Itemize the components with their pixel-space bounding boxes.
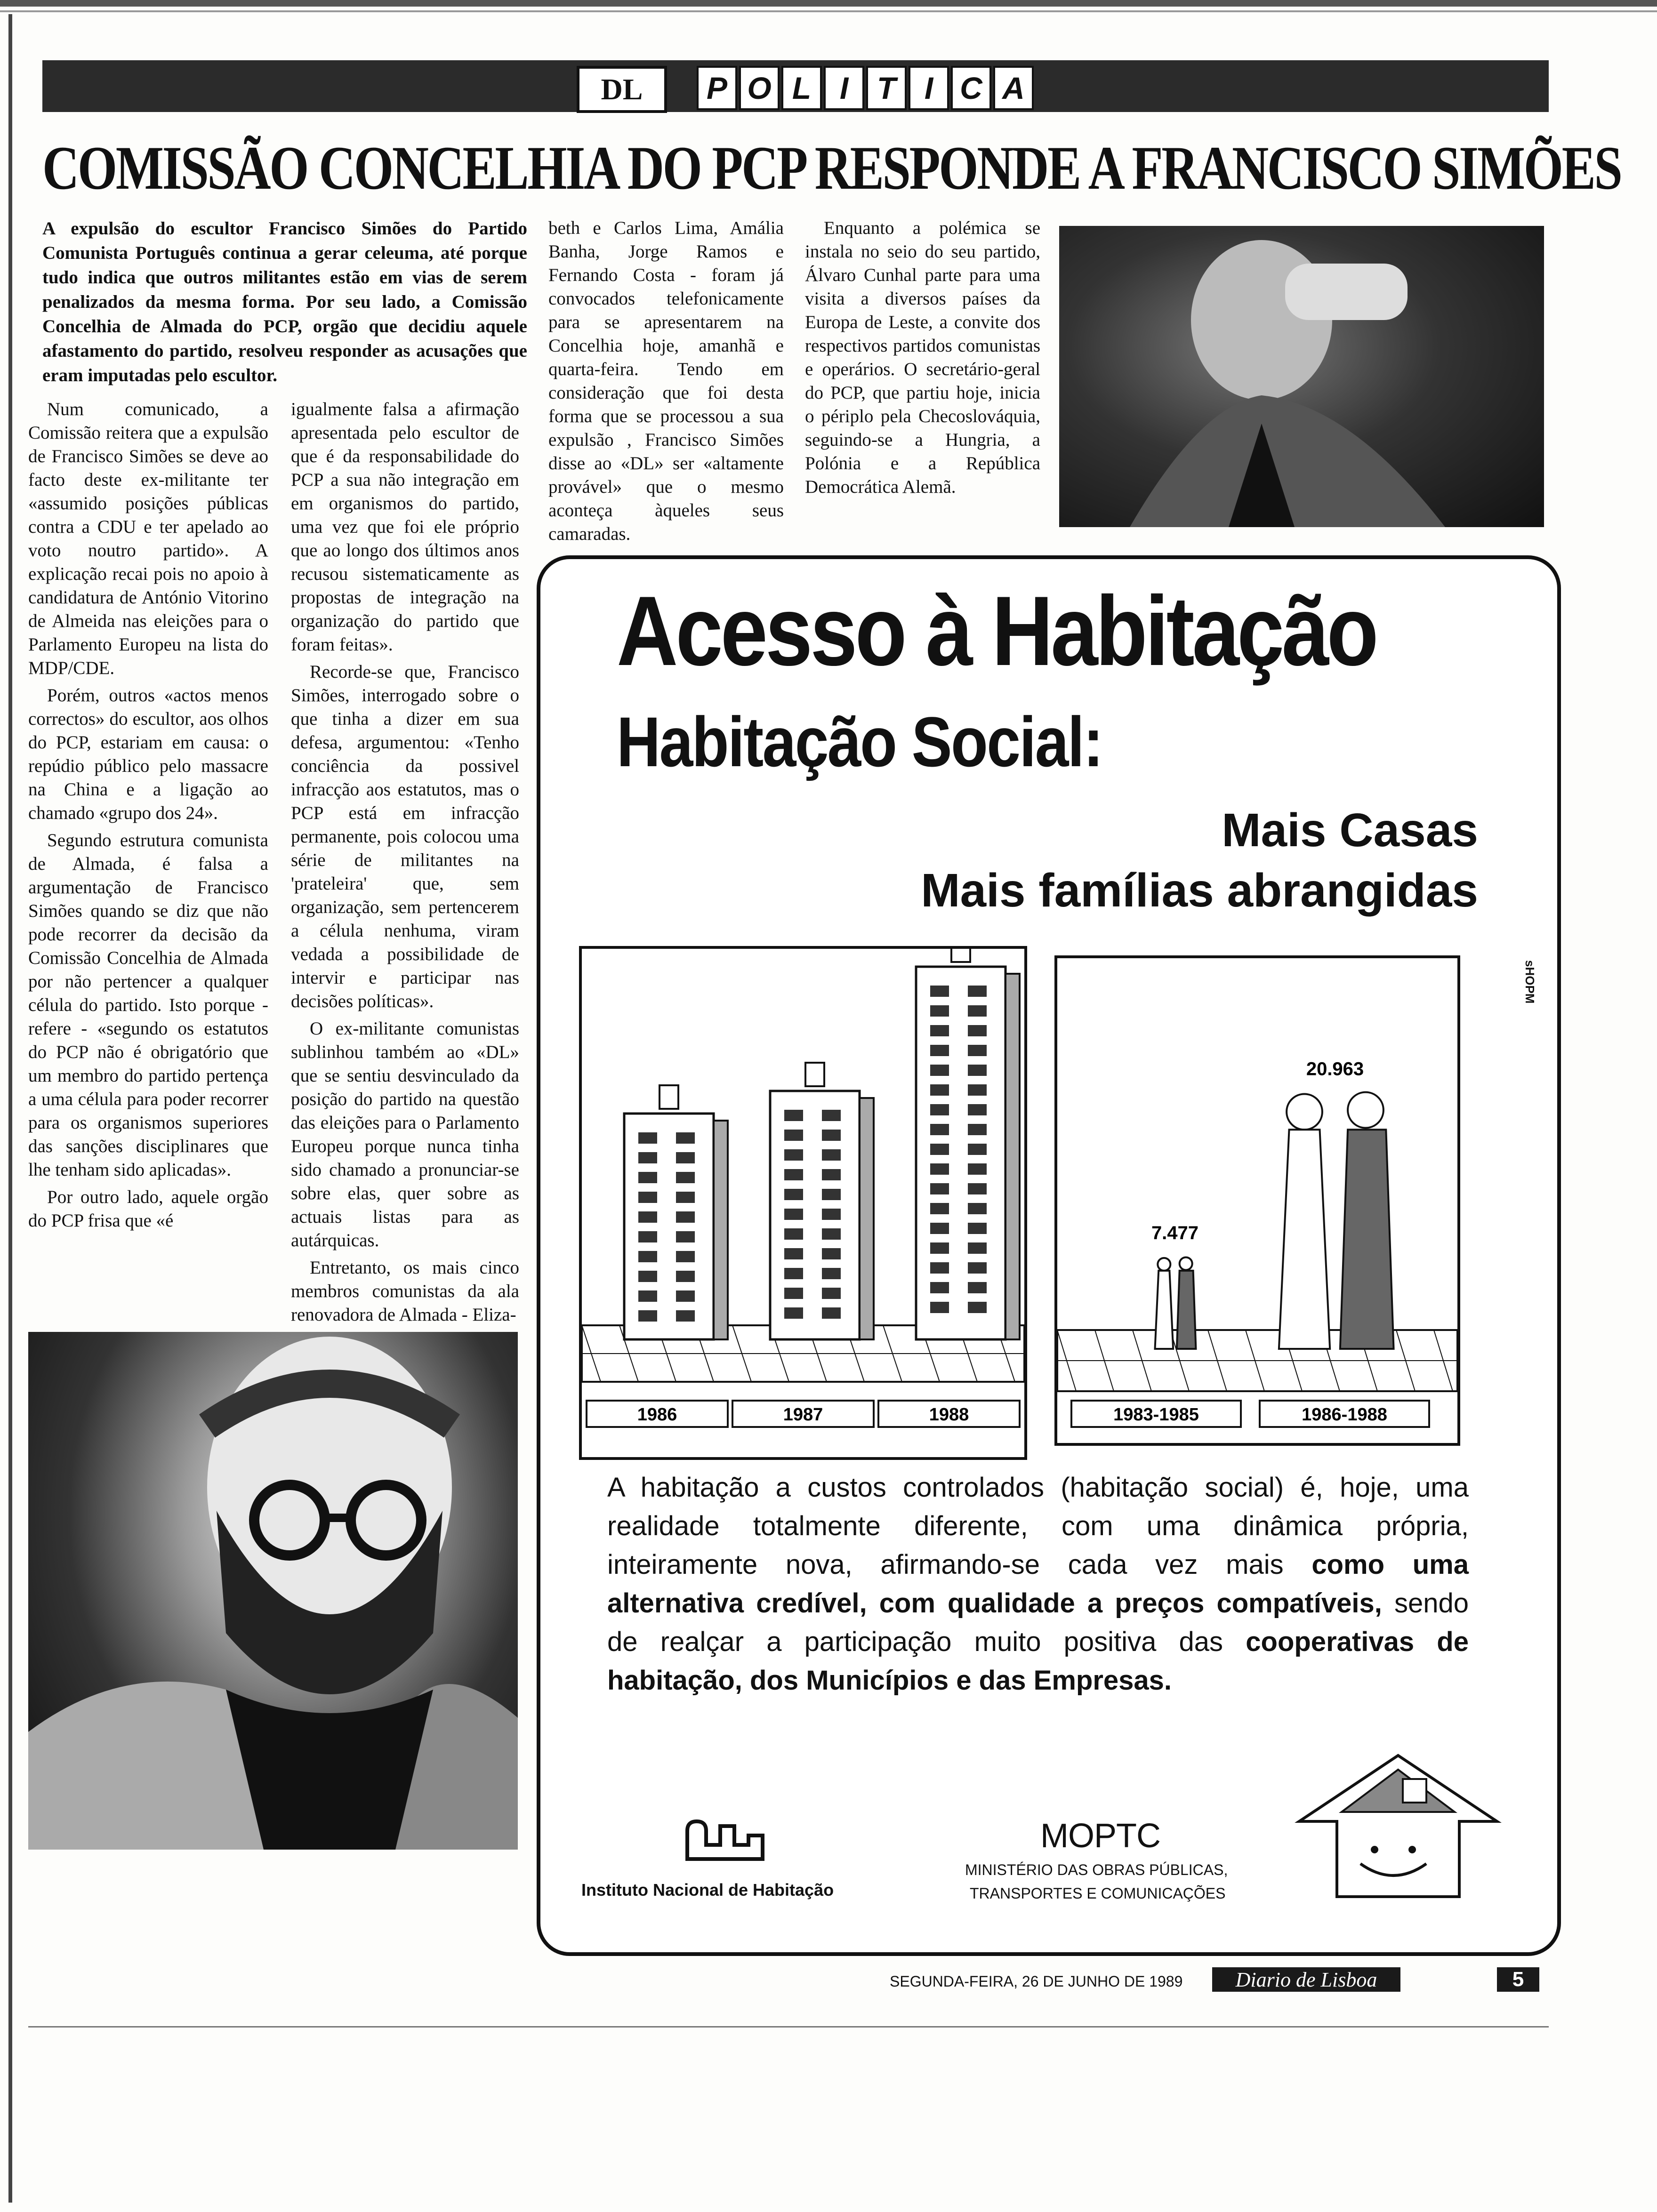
window bbox=[676, 1192, 695, 1203]
ad-body-text bbox=[607, 1468, 1469, 1700]
agency-mark: sHOPM bbox=[1523, 960, 1537, 1004]
category-label: 1987 bbox=[783, 1405, 823, 1425]
window bbox=[784, 1149, 803, 1161]
building-side bbox=[860, 1098, 874, 1339]
top-rule bbox=[0, 0, 1657, 7]
building-face bbox=[770, 1091, 860, 1339]
paragraph: Segundo estrutura comunista de Almada, é falsa a argumentação de Francisco Simões quando se diz que não pode recorrer da decisão da Comissão Concelhia de Almada por não pertencer a qualquer célula do partido. Isto porque - refere - «segundo os estatutos do PCP não é obrigatório que um membro do partido pertença a uma célula para poder recorrer para os organismos superiores das sanções disciplinares que lhe tenham sido aplicadas». bbox=[28, 830, 268, 1180]
window bbox=[968, 1104, 987, 1115]
section-letter: O bbox=[739, 66, 780, 110]
window bbox=[822, 1189, 841, 1200]
window bbox=[676, 1310, 695, 1322]
window bbox=[930, 1163, 949, 1175]
window bbox=[968, 1183, 987, 1194]
section-letter: A bbox=[993, 66, 1034, 110]
article-column-4 bbox=[805, 216, 1040, 503]
window bbox=[968, 1242, 987, 1254]
building-face bbox=[624, 1114, 714, 1339]
window bbox=[638, 1132, 657, 1144]
window bbox=[930, 1104, 949, 1115]
value-label: 20.963 bbox=[1306, 1058, 1364, 1080]
window bbox=[968, 1203, 987, 1214]
section-letter: L bbox=[781, 66, 822, 110]
window bbox=[930, 1144, 949, 1155]
person-body bbox=[1279, 1130, 1330, 1349]
page-number: 5 bbox=[1497, 1967, 1539, 1992]
window bbox=[784, 1228, 803, 1240]
paragraph: Porém, outros «actos menos correctos» do escultor, aos olhos do PCP, estariam em causa: o repúdio público pelo massacre na China e a ligação ao chamado «grupo dos 24». bbox=[28, 685, 268, 823]
article-column-1 bbox=[28, 398, 268, 1236]
window bbox=[638, 1152, 657, 1163]
section-label bbox=[697, 66, 1036, 107]
window bbox=[822, 1268, 841, 1279]
ministry-line-2: TRANSPORTES E COMUNICAÇÕES bbox=[970, 1885, 1226, 1902]
window bbox=[930, 1223, 949, 1234]
window bbox=[930, 986, 949, 997]
window bbox=[930, 1124, 949, 1135]
footer-date: SEGUNDA-FEIRA, 26 DE JUNHO DE 1989 bbox=[890, 1973, 1183, 1990]
window bbox=[784, 1169, 803, 1180]
photo-man-hand-on-face bbox=[1059, 226, 1544, 527]
person-body bbox=[1155, 1271, 1174, 1349]
inh-name: Instituto Nacional de Habitação bbox=[581, 1880, 834, 1899]
window bbox=[930, 1084, 949, 1096]
paragraph: Enquanto a polémica se instala no seio do seu partido, Álvaro Cunhal parte para uma visita a diversos países da Europa de Leste, a convite dos respectivos partidos comunistas e operários. O secretário-geral do PCP, que partiu hoje, inicia o périplo pela Checoslováquia, seguindo-se a Hungria, a Polónia e a República Democrática Alemã. bbox=[805, 218, 1040, 497]
building-bar bbox=[916, 949, 1020, 1339]
window bbox=[968, 1282, 987, 1293]
paper-logo: DL bbox=[577, 66, 667, 113]
section-letter: T bbox=[866, 66, 907, 110]
window bbox=[784, 1268, 803, 1279]
window bbox=[784, 1248, 803, 1259]
window bbox=[968, 1223, 987, 1234]
paragraph: Entretanto, os mais cinco membros comunistas da ala renovadora de Almada - Eliza- bbox=[291, 1258, 519, 1325]
window bbox=[784, 1209, 803, 1220]
paragraph: Por outro lado, aquele orgão do PCP frisa que «é bbox=[28, 1187, 268, 1231]
house-icon bbox=[1290, 1746, 1506, 1901]
window bbox=[784, 1110, 803, 1121]
ministry-abbr: MOPTC bbox=[1040, 1817, 1160, 1855]
window bbox=[930, 1282, 949, 1293]
building-face bbox=[916, 967, 1005, 1339]
value-label: 7.477 bbox=[1151, 1222, 1199, 1243]
ad-body-part-bold: como uma alternativa credível, com qualidade a preços compatíveis, bbox=[607, 1549, 1469, 1619]
ministry-line-1: MINISTÉRIO DAS OBRAS PÚBLICAS, bbox=[965, 1861, 1228, 1878]
article-lead: A expulsão do escultor Francisco Simões do Partido Comunista Português continua a gerar celeuma, até porque tudo indica que outros militantes estão em vias de serem penalizados da mesma forma. Por seu lado, a Comissão Concelhia de Almada do PCP, orgão que decidiu aquele afastamento do partido, resolveu responder as acusações que eram imputadas pelo escultor. bbox=[42, 218, 527, 385]
window bbox=[638, 1271, 657, 1282]
window bbox=[968, 1005, 987, 1017]
window bbox=[930, 1025, 949, 1036]
ad-body-part: A habitação a custos controlados (habitação social) é, hoje, uma realidade totalmente diferente, com uma dinâmica própria, inteiramente nova, afirmando-se cada vez mais bbox=[607, 1472, 1469, 1580]
paragraph: Recorde-se que, Francisco Simões, interrogado sobre o que tinha a dizer em sua defesa, argumentou: «Tenho conciência da possivel infracção aos estatutos, mas o PCP está em infracção permanente, pois colocou uma série de militantes na 'prateleira' que, sem organização, sem pertencerem a célula nenhuma, viram vedada a possibilidade de intervir e participar nas decisões políticas». bbox=[291, 662, 519, 1011]
chart-buildings-svg bbox=[582, 949, 1024, 1457]
window bbox=[968, 1084, 987, 1096]
person-head bbox=[1287, 1094, 1322, 1130]
chart-buildings bbox=[579, 946, 1027, 1460]
window bbox=[822, 1209, 841, 1220]
category-label: 1988 bbox=[929, 1405, 969, 1425]
category-label: 1983-1985 bbox=[1113, 1405, 1199, 1425]
window bbox=[968, 1124, 987, 1135]
building-bar bbox=[624, 1085, 728, 1339]
person-body bbox=[1177, 1271, 1196, 1349]
window bbox=[676, 1231, 695, 1242]
paragraph: Num comunicado, a Comissão reitera que a expulsão de Francisco Simões se deve ao facto deste ex-militante ter «assumido posições públicas contra a CDU e ter apelado ao voto noutro partido». A explicação recai pois no apoio à candidatura de António Vitorino de Almeida nas eleições para o Parlamento Europeu na lista do MDP/CDE. bbox=[28, 399, 268, 678]
window bbox=[784, 1288, 803, 1299]
window bbox=[930, 1005, 949, 1017]
person-head bbox=[1180, 1257, 1192, 1270]
ad-taglines bbox=[894, 800, 1478, 921]
window bbox=[968, 986, 987, 997]
window bbox=[638, 1172, 657, 1183]
chart-families bbox=[1054, 955, 1460, 1446]
building-tower bbox=[805, 1063, 824, 1086]
window bbox=[968, 1045, 987, 1056]
section-letter: I bbox=[909, 66, 949, 110]
window bbox=[784, 1130, 803, 1141]
window bbox=[822, 1288, 841, 1299]
top-rule-thin bbox=[0, 10, 1657, 12]
ad-body-part: sendo de realçar a participação muito positiva das bbox=[607, 1588, 1469, 1657]
section-letter: C bbox=[951, 66, 991, 110]
window bbox=[968, 1262, 987, 1274]
window bbox=[784, 1189, 803, 1200]
section-letter: I bbox=[824, 66, 864, 110]
window bbox=[822, 1248, 841, 1259]
window bbox=[638, 1310, 657, 1322]
paragraph: beth e Carlos Lima, Amália Banha, Jorge Ramos e Fernando Costa - foram já convocados telefonicamente para se apresentarem na Concelhia hoje, amanhã e quarta-feira. Tendo em consideração que foi desta forma que se processou a sua expulsão , Francisco Simões disse ao «DL» ser «altamente provável» que o mesmo aconteça àqueles seus camaradas. bbox=[548, 218, 784, 544]
person-body bbox=[1340, 1130, 1394, 1349]
window bbox=[822, 1130, 841, 1141]
window bbox=[930, 1203, 949, 1214]
section-letter: P bbox=[697, 66, 737, 110]
building-tower bbox=[660, 1085, 678, 1109]
window bbox=[822, 1228, 841, 1240]
family-figure bbox=[1279, 1092, 1394, 1349]
ad-tagline-2: Mais famílias abrangidas bbox=[921, 864, 1478, 917]
window bbox=[930, 1262, 949, 1274]
chart-families-svg bbox=[1057, 958, 1457, 1443]
window bbox=[930, 1242, 949, 1254]
ad-title: Acesso à Habitação bbox=[617, 576, 1376, 686]
person-head bbox=[1158, 1258, 1170, 1271]
window bbox=[784, 1307, 803, 1319]
window bbox=[676, 1132, 695, 1144]
window bbox=[822, 1110, 841, 1121]
building-side bbox=[1005, 974, 1020, 1339]
window bbox=[638, 1290, 657, 1302]
building-bar bbox=[770, 1063, 874, 1339]
category-label: 1986 bbox=[637, 1405, 677, 1425]
window bbox=[822, 1307, 841, 1319]
footer-rule bbox=[28, 2026, 1549, 2028]
category-label: 1986-1988 bbox=[1302, 1405, 1387, 1425]
window bbox=[676, 1172, 695, 1183]
window bbox=[676, 1251, 695, 1262]
window bbox=[930, 1045, 949, 1056]
window bbox=[968, 1065, 987, 1076]
article-headline: COMISSÃO CONCELHIA DO PCP RESPONDE A FRANCISCO SIMÕES bbox=[42, 133, 1621, 202]
window bbox=[638, 1192, 657, 1203]
ad-body-part-bold: cooperativas de habitação, dos Municípios e das Empresas. bbox=[607, 1627, 1469, 1696]
window bbox=[930, 1183, 949, 1194]
window bbox=[930, 1065, 949, 1076]
building-side bbox=[714, 1121, 728, 1339]
window bbox=[968, 1025, 987, 1036]
window bbox=[638, 1211, 657, 1223]
window bbox=[930, 1302, 949, 1313]
article-column-2 bbox=[291, 398, 519, 1330]
window bbox=[638, 1231, 657, 1242]
window bbox=[822, 1149, 841, 1161]
article-column-3 bbox=[548, 216, 784, 550]
window bbox=[676, 1271, 695, 1282]
window bbox=[638, 1251, 657, 1262]
inh-logo-icon bbox=[683, 1817, 767, 1868]
ad-tagline-1: Mais Casas bbox=[1222, 804, 1478, 857]
window bbox=[968, 1302, 987, 1313]
window bbox=[822, 1169, 841, 1180]
window bbox=[676, 1211, 695, 1223]
window bbox=[676, 1152, 695, 1163]
person-head bbox=[1348, 1092, 1384, 1128]
page-edge bbox=[8, 14, 12, 2203]
building-tower bbox=[951, 949, 970, 962]
footer-paper-name: Diario de Lisboa bbox=[1212, 1967, 1400, 1992]
photo-francisco-simoes bbox=[28, 1332, 518, 1850]
window bbox=[968, 1144, 987, 1155]
window bbox=[968, 1163, 987, 1175]
paragraph: O ex-militante comunistas sublinhou também ao «DL» que se sentiu desvinculado da posição do partido na questão das eleições para o Parlamento Europeu porque nunca tinha sido chamado a pronunciar-se sobre elas, quer sobre as actuais listas para as autárquicas. bbox=[291, 1018, 519, 1250]
ad-subtitle: Habitação Social: bbox=[617, 702, 1102, 781]
window bbox=[676, 1290, 695, 1302]
paragraph: igualmente falsa a afirmação apresentada pelo escultor de que é da responsabilidade do PCP a sua não integração em em organismos do partido, uma vez que foi ele próprio que ao longo dos últimos anos recusou sistematicamente as propostas de integração na organização do partido que foram feitas». bbox=[291, 399, 519, 655]
